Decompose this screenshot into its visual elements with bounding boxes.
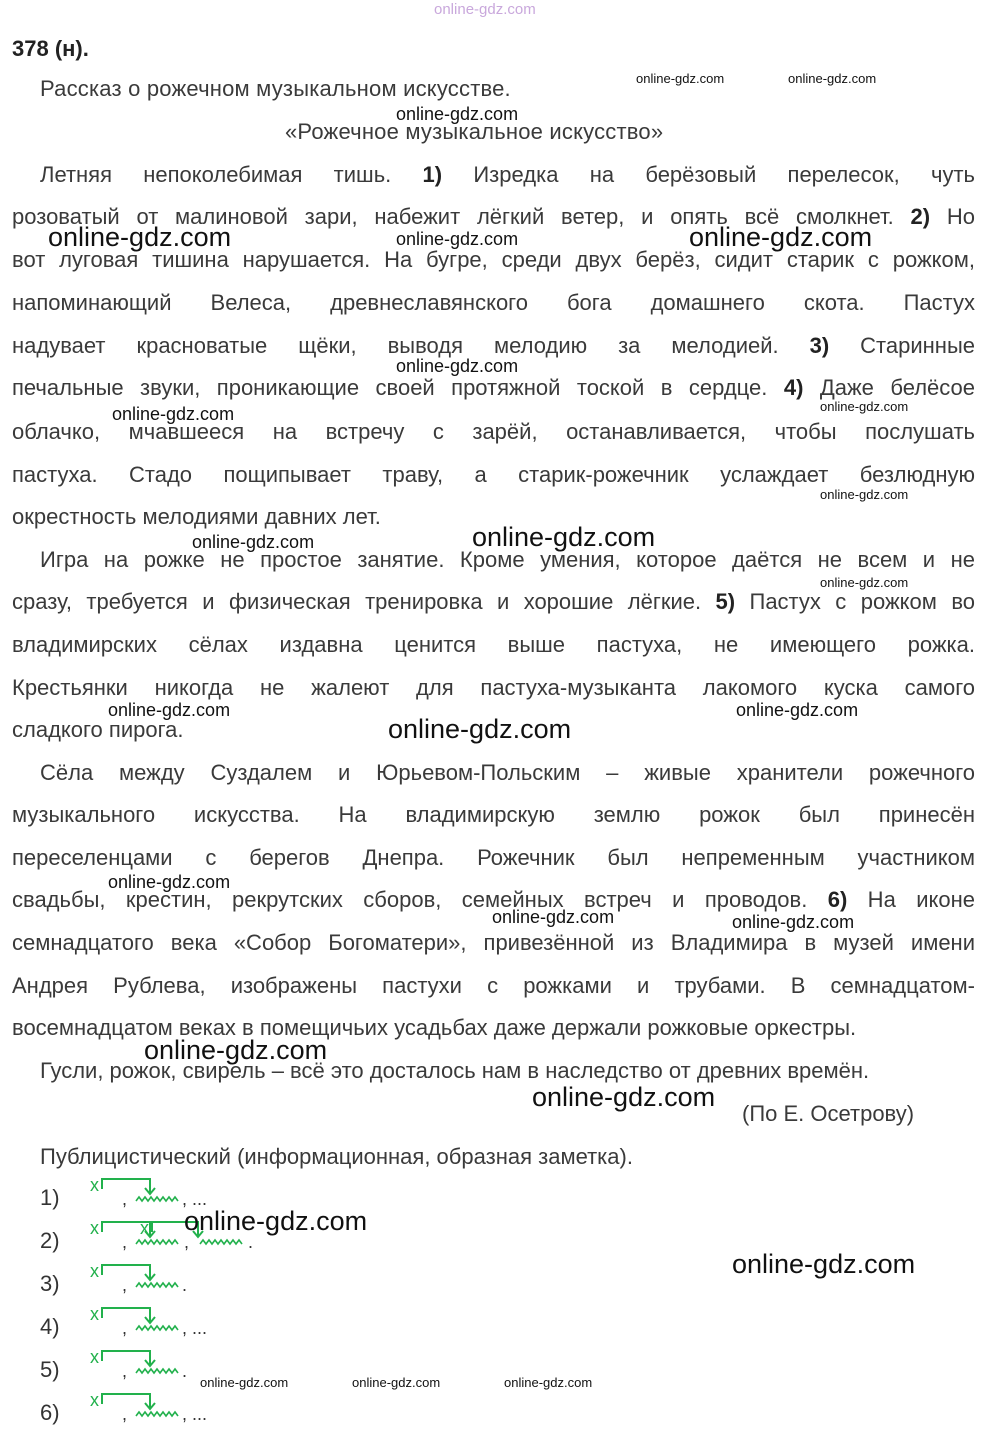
p2-line-4: Крестьянки никогда не жалеют для пастуха-музыканта лакомого куска самого [12,675,975,700]
scheme-number: 4) [40,1314,60,1339]
p1-line-5: надувает красноватые щёки, выводя мелодию за мелодией. 3) Старинные [12,333,975,358]
participle-marker: х [90,1347,99,1367]
watermark: online-gdz.com [689,222,873,252]
p1-line-9: окрестность мелодиями давних лет. [12,504,381,529]
watermark: online-gdz.com [732,912,855,932]
p2-line-1: Игра на рожке не простое занятие. Кроме умения, которое даётся не всем и не [40,547,975,572]
watermark: online-gdz.com [472,522,656,552]
watermark: online-gdz.com [48,222,232,252]
p1-line-1: Летняя непоколебимая тишь. 1) Изредка на берёзовый перелесок, чуть [40,162,975,187]
p1-line-7: облачко, мчавшееся на встречу с зарёй, останавливается, чтобы послушать [12,419,975,444]
scheme-diagram [88,1388,288,1428]
watermark: online-gdz.com [396,229,519,249]
watermark: online-gdz.com [736,700,859,720]
wavy-underline [136,1326,178,1330]
comma: , [122,1275,128,1295]
p3-line-6: Андрея Рублева, изображены пастухи с рожками и трубами. В семнадцатом- [12,973,975,998]
p3-line-7: восемнадцатом веках в помещичьих усадьбах даже держали рожковые оркестры. [12,1015,857,1040]
p1-line-8: пастуха. Стадо пощипывает траву, а старик-рожечник услаждает безлюдную [12,462,975,487]
participle-marker: х [90,1218,99,1238]
scheme-diagram [88,1259,288,1299]
watermark: online-gdz.com [108,700,231,720]
period: . [248,1232,254,1252]
p2-line-3: владимирских сёлах издавна ценится выше пастуха, не имеющего рожка. [12,632,975,657]
watermark: online-gdz.com [504,1375,593,1390]
task-number: 378 (н). [12,36,89,61]
scheme-tail: , ... [182,1189,208,1209]
scheme-number: 6) [40,1400,60,1425]
intro-line: Рассказ о рожечном музыкальном искусстве. [40,76,511,101]
p3-line-1: Сёла между Суздалем и Юрьевом-Польским – живые хранители рожечного [40,760,975,785]
scheme-tail: , ... [182,1318,208,1338]
watermark: online-gdz.com [352,1375,441,1390]
watermark: online-gdz.com [492,907,615,927]
watermark: online-gdz.com [396,356,519,376]
source-attribution: (По Е. Осетрову) [742,1101,915,1126]
wavy-underline [136,1369,178,1373]
participle-marker: х [90,1304,99,1324]
participle-marker: х [140,1218,149,1238]
wavy-underline [200,1240,242,1244]
p1-line-6: печальные звуки, проникающие своей протяжной тоской в сердце. 4) Даже белёсое [12,375,975,400]
watermark: online-gdz.com [636,71,725,86]
participle-marker: х [90,1175,99,1195]
watermark: online-gdz.com [192,532,315,552]
p3-line-2: музыкального искусства. На владимирскую землю рожок был принесён [12,802,975,827]
watermark: online-gdz.com [144,1035,328,1065]
scheme-tail: . [182,1361,188,1381]
p3-line-4: свадьбы, крестин, рекрутских сборов, семейных встреч и проводов. 6) На иконе [12,887,975,912]
p3-line-3: переселенцами с берегов Днепра. Рожечник был непременным участником [12,845,975,870]
style-note: Публицистический (информационная, образная заметка). [40,1144,633,1169]
p3-line-5: семнадцатого века «Собор Богоматери», привезённой из Владимира в музей имени [12,930,975,955]
wavy-underline [136,1197,178,1201]
watermark: online-gdz.com [820,487,909,502]
comma: , [122,1318,128,1338]
watermark: online-gdz.com [388,714,572,744]
watermark: online-gdz.com [820,399,909,414]
scheme-number: 5) [40,1357,60,1382]
watermark: online-gdz.com [200,1375,289,1390]
comma: , [184,1232,190,1252]
p1-line-3: вот луговая тишина нарушается. На бугре, среди двух берёз, сидит старик с рожком, [12,247,975,272]
watermark: online-gdz.com [788,71,877,86]
p2-line-5: сладкого пирога. [12,717,184,742]
scheme-number: 3) [40,1271,60,1296]
participle-marker: х [90,1261,99,1281]
p2-line-2: сразу, требуется и физическая тренировка и хорошие лёгкие. 5) Пастух с рожком во [12,589,975,614]
wavy-underline [136,1412,178,1416]
scheme-number: 1) [40,1185,60,1210]
watermark: online-gdz.com [184,1206,368,1236]
p1-line-4: напоминающий Велеса, древнеславянского бога домашнего скота. Пастух [12,290,975,315]
scheme-number: 2) [40,1228,60,1253]
comma: , [122,1232,128,1252]
watermark: online-gdz.com [112,404,235,424]
watermark: online-gdz.com [532,1082,716,1112]
wavy-underline [136,1240,178,1244]
watermark: online-gdz.com [820,575,909,590]
scheme-tail: . [182,1275,188,1295]
participle-marker: х [90,1390,99,1410]
watermark: online-gdz.com [732,1249,916,1279]
comma: , [122,1404,128,1424]
scheme-tail: , ... [182,1404,208,1424]
comma: , [122,1361,128,1381]
comma: , [122,1189,128,1209]
wavy-underline [136,1283,178,1287]
scheme-diagram [88,1302,288,1342]
p1-line-2: розоватый от малиновой зари, набежит лёгкий ветер, и опять всё смолкнет. 2) Но [12,204,975,229]
top-watermark: online-gdz.com [434,1,536,18]
watermark: online-gdz.com [396,104,519,124]
watermark: online-gdz.com [108,872,231,892]
text-heading: «Рожечное музыкальное искусство» [285,119,664,144]
p4-line-1: Гусли, рожок, свирель – всё это досталось нам в наследство от древних времён. [40,1058,870,1083]
